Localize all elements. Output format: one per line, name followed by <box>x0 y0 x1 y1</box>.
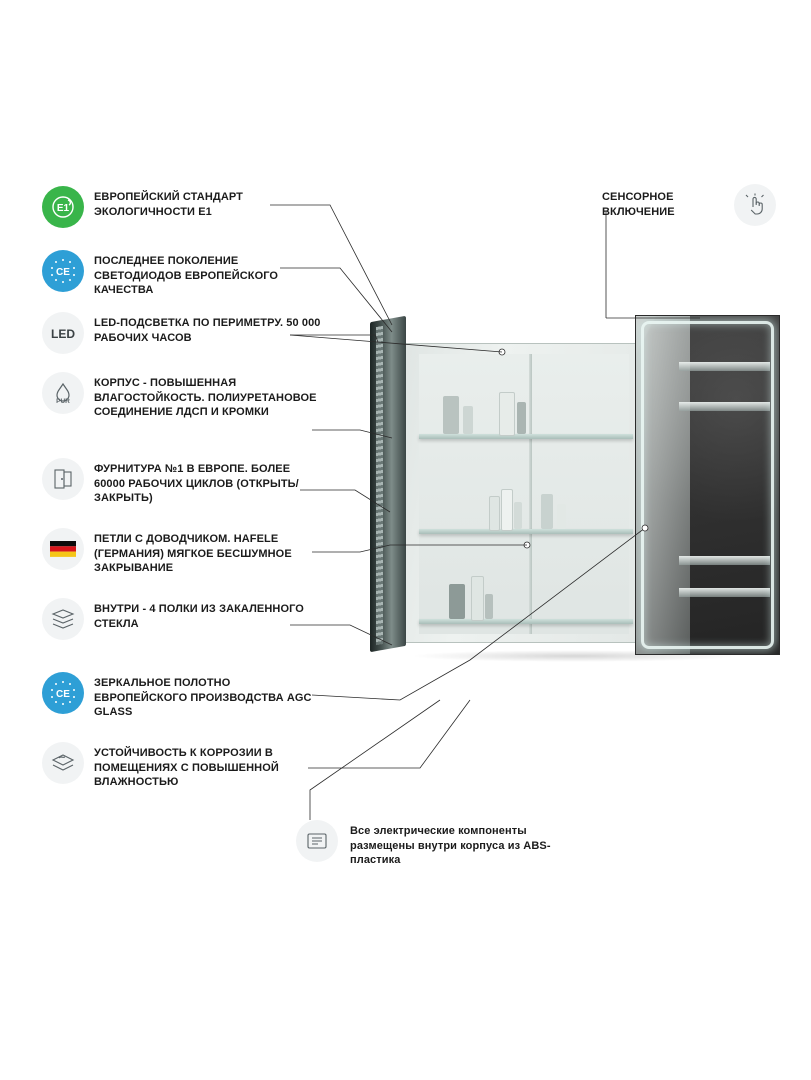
svg-text:CE: CE <box>56 689 70 700</box>
open-left-door[interactable] <box>370 316 406 652</box>
germany-flag-icon <box>42 528 84 570</box>
shelf-item <box>471 576 484 621</box>
feature-hardware <box>42 458 324 506</box>
feature-corrosion <box>42 742 324 790</box>
svg-text:E1: E1 <box>56 203 70 214</box>
callout-touch-switch <box>602 184 776 226</box>
feature-hinges <box>42 528 324 576</box>
feature-label: ВНУТРИ - 4 ПОЛКИ ИЗ ЗАКАЛЕННОГО СТЕКЛА <box>94 603 304 630</box>
feature-label: ФУРНИТУРА №1 В ЕВРОПЕ. БОЛЕЕ 60000 РАБОЧИХ ЦИКЛОВ (ОТКРЫТЬ/ЗАКРЫТЬ) <box>94 463 299 505</box>
feature-label: ПОСЛЕДНЕЕ ПОКОЛЕНИЕ СВЕТОДИОДОВ ЕВРОПЕЙСКОГО КАЧЕСТВА <box>94 255 279 297</box>
feature-label: ПЕТЛИ С ДОВОДЧИКОМ. HAFELE (ГЕРМАНИЯ) МЯГКОЕ БЕСШУМНОЕ ЗАКРЫВАНИЕ <box>94 533 292 575</box>
glass-shelf <box>419 619 633 624</box>
shelf-item <box>449 584 465 619</box>
shelf-item <box>485 594 493 619</box>
feature-pur <box>42 372 324 420</box>
led-perimeter-light <box>641 321 774 649</box>
ce-stars-icon <box>42 250 84 292</box>
svg-text:CE: CE <box>56 267 70 278</box>
feature-label: КОРПУС - ПОВЫШЕННАЯ ВЛАГОСТОЙКОСТЬ. ПОЛИУРЕТАНОВОЕ СОЕДИНЕНИЕ ЛДСП И КРОМКИ <box>94 377 317 419</box>
glass-shelves-icon <box>42 598 84 640</box>
cabinet-body <box>400 343 640 643</box>
svg-text:PUR: PUR <box>56 398 70 405</box>
feature-led-perimeter <box>42 312 324 354</box>
e1-eco-leaf-icon <box>42 186 84 228</box>
shelf-item <box>443 396 459 434</box>
pur-droplet-icon <box>42 372 84 414</box>
mirrored-door[interactable] <box>635 315 780 655</box>
svg-text:LED: LED <box>51 327 75 341</box>
product-photo <box>370 305 780 675</box>
callout-abs-components <box>296 820 590 868</box>
led-text-icon <box>42 312 84 354</box>
shelf-item <box>557 504 566 529</box>
callout-label: СЕНСОРНОЕ ВКЛЮЧЕНИЕ <box>602 191 675 218</box>
glass-shelf <box>419 529 633 534</box>
shelf-item <box>501 489 513 531</box>
water-layers-icon <box>42 742 84 784</box>
feature-label: LED-ПОДСВЕТКА ПО ПЕРИМЕТРУ. 50 000 РАБОЧИХ ЧАСОВ <box>94 317 321 344</box>
feature-label: ЕВРОПЕЙСКИЙ СТАНДАРТ ЭКОЛОГИЧНОСТИ E1 <box>94 191 243 218</box>
feature-leds <box>42 250 324 298</box>
shelf-item <box>514 502 522 529</box>
shelf-item <box>541 494 553 529</box>
callout-label: Все электрические компоненты размещены внутри корпуса из ABS-пластика <box>350 825 551 867</box>
door-edge-strip <box>376 326 383 645</box>
glass-shelf <box>419 434 633 439</box>
feature-mirror <box>42 672 324 720</box>
hand-touch-icon <box>734 184 776 226</box>
shelf-item <box>517 402 526 434</box>
electrical-box-icon <box>296 820 338 862</box>
feature-eco <box>42 186 324 228</box>
shelf-item <box>463 406 473 434</box>
feature-label: УСТОЙЧИВОСТЬ К КОРРОЗИИ В ПОМЕЩЕНИЯХ С ПОВЫШЕННОЙ ВЛАЖНОСТЬЮ <box>94 747 279 789</box>
cabinet-hinge-icon <box>42 458 84 500</box>
shelf-item <box>489 496 500 531</box>
shelf-item <box>499 392 515 436</box>
ce-stars-icon <box>42 672 84 714</box>
feature-label: ЗЕРКАЛЬНОЕ ПОЛОТНО ЕВРОПЕЙСКОГО ПРОИЗВОДСТВА AGC GLASS <box>94 677 312 719</box>
feature-shelves <box>42 598 324 640</box>
cabinet-divider <box>529 354 532 634</box>
